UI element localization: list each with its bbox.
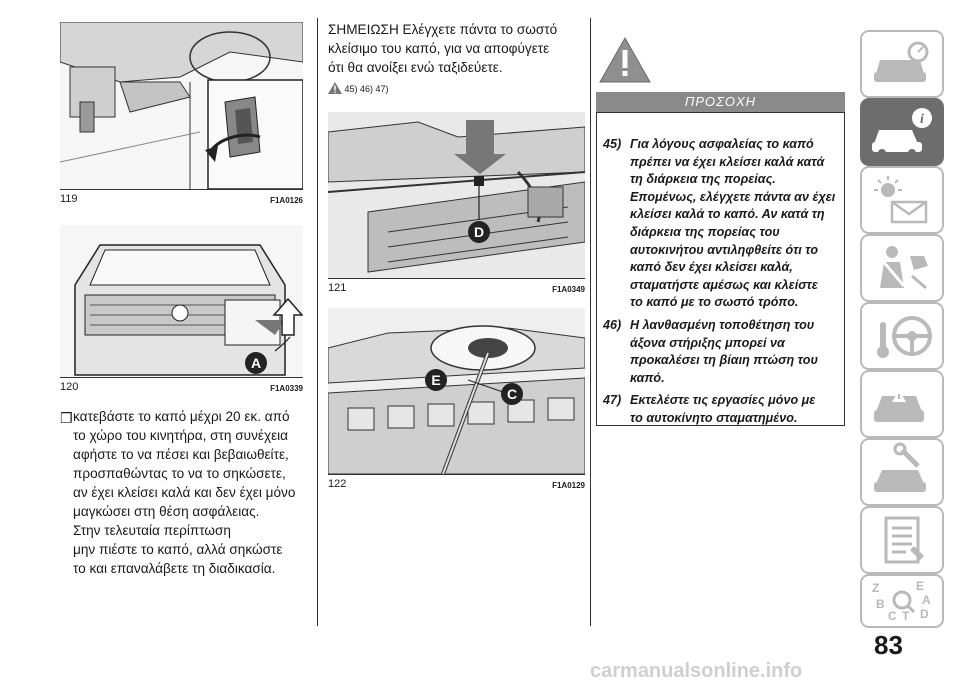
- instruction-line: μην πιέστε το καπό, αλλά σηκώστε: [73, 542, 283, 557]
- warning-line: άξονα στήριξης μπορεί να: [630, 335, 785, 350]
- warning-lights-icon: [862, 168, 942, 232]
- wrench-car-icon: [862, 440, 942, 504]
- tab-specifications[interactable]: [860, 506, 944, 574]
- figure-121: [328, 112, 585, 297]
- tab-index[interactable]: [860, 574, 944, 628]
- column-divider-left: [317, 18, 318, 626]
- figure-illustration: [60, 22, 303, 189]
- figure-120: [60, 225, 303, 395]
- callout-e: E: [431, 372, 441, 388]
- column-divider-right: [590, 18, 591, 626]
- figure-code: F1A0339: [270, 384, 303, 393]
- warning-title: ΠΡΟΣΟΧΗ: [596, 92, 845, 112]
- car-breakdown-icon: [862, 372, 942, 436]
- warning-item-label: 45): [603, 137, 622, 151]
- index-letter: B: [876, 597, 885, 611]
- instruction-line: αφήστε το να πέσει και βεβαιωθείτε,: [73, 447, 289, 462]
- figure-122: [328, 308, 585, 493]
- callout-c: C: [506, 386, 518, 402]
- page-number: 83: [874, 630, 903, 660]
- index-letter: T: [902, 609, 910, 623]
- warning-line: αυτοκινήτου αντιληφθείτε ότι το: [630, 242, 819, 257]
- instruction-line: το χώρο του κινητήρα, στη συνέχεια: [73, 428, 289, 443]
- seatbelt-icon: [862, 236, 942, 300]
- tab-dashboard[interactable]: [860, 30, 944, 98]
- note: [328, 20, 583, 77]
- car-info-icon: [862, 100, 942, 164]
- index-letters-icon: [862, 576, 942, 626]
- tab-emergency[interactable]: [860, 370, 944, 438]
- index-letter: Z: [872, 581, 880, 595]
- instruction-line: κατεβάστε το καπό μέχρι 20 εκ. από: [73, 409, 290, 424]
- warning-line: το αυτοκίνητο σταματημένο.: [630, 410, 798, 425]
- tab-safety[interactable]: [860, 234, 944, 302]
- index-letter: D: [920, 607, 929, 621]
- figure-number: 121: [328, 282, 347, 294]
- tab-warning-lights[interactable]: [860, 166, 944, 234]
- warning-line: πρέπει να έχει κλείσει καλά κατά: [630, 154, 825, 169]
- warning-line: τη διάρκεια της πορείας.: [630, 172, 776, 187]
- warning-item-label: 46): [603, 317, 622, 332]
- steering-wheel-icon: [862, 304, 942, 368]
- warning-line: Για λόγους ασφαλείας το καπό: [630, 137, 814, 151]
- figure-illustration: [60, 225, 303, 377]
- warning-item: [603, 392, 843, 427]
- figure-code: F1A0126: [270, 196, 303, 205]
- warning-triangle-icon: [328, 82, 342, 94]
- closing-instructions: [60, 407, 310, 578]
- warning-line: Εκτελέστε τις εργασίες μόνο με: [630, 393, 816, 408]
- warning-triangle-icon: [598, 36, 652, 84]
- instruction-line: αν έχει κλείσει καλά και δεν έχει μόνο: [73, 485, 296, 500]
- figure-number: 120: [60, 381, 79, 393]
- callout-d: D: [473, 224, 485, 240]
- index-letter: E: [916, 579, 925, 593]
- warning-items: [603, 136, 843, 433]
- warning-line: Η λανθασμένη τοποθέτηση του: [630, 317, 815, 332]
- warning-line: Επομένως, ελέγχετε πάντα αν έχει: [630, 189, 836, 204]
- figure-119: [60, 22, 303, 207]
- warning-line: κλείσει καλά το καπό. Αν κατά τη: [630, 207, 825, 222]
- figure-rule: [60, 189, 303, 190]
- warning-line: το καπό με το σωστό τρόπο.: [630, 295, 799, 310]
- reference-numbers: 45) 46) 47): [344, 84, 389, 94]
- figure-code: F1A0129: [552, 481, 585, 490]
- note-line: κλείσιμο του καπό, για να αποφύγετε: [328, 41, 550, 56]
- figure-rule: [328, 474, 585, 475]
- instruction-line: το και επαναλάβετε τη διαδικασία.: [73, 561, 276, 576]
- instruction-line: μαγκώσει στη θέση ασφάλειας.: [73, 504, 260, 519]
- tab-driving[interactable]: [860, 302, 944, 370]
- callout-a: A: [250, 355, 262, 371]
- instruction-line: προσπαθώντας το να το σηκώσετε,: [73, 466, 286, 481]
- warning-line: σταματήστε αμέσως και κλείστε: [630, 277, 818, 292]
- figure-illustration: [328, 112, 585, 278]
- figure-illustration: [328, 308, 585, 474]
- warning-item: [603, 136, 843, 312]
- tab-maintenance[interactable]: [860, 438, 944, 506]
- figure-rule: [60, 377, 303, 378]
- warning-item-label: 47): [603, 393, 622, 408]
- note-line: ΣΗΜΕΙΩΣΗ Ελέγχετε πάντα το σωστό: [328, 22, 558, 37]
- index-letter: C: [888, 609, 897, 623]
- index-letter: A: [922, 593, 931, 607]
- specs-sheet-icon: [862, 508, 942, 572]
- instruction-line: Στην τελευταία περίπτωση: [73, 523, 231, 538]
- warning-item: [603, 317, 843, 387]
- tab-car-info[interactable]: [860, 98, 944, 166]
- note-line: ότι θα ανοίξει ενώ ταξιδεύετε.: [328, 60, 503, 75]
- checkbox-icon: ❒: [60, 410, 73, 426]
- footer-watermark: carmanualsonline.info: [590, 660, 803, 682]
- car-dashboard-icon: [862, 32, 942, 96]
- figure-number: 122: [328, 478, 347, 490]
- svg-text:i: i: [920, 112, 924, 127]
- figure-code: F1A0349: [552, 285, 585, 294]
- figure-rule: [328, 278, 585, 279]
- figure-number: 119: [60, 193, 78, 205]
- warning-line: καπό δεν έχει κλείσει καλά,: [630, 260, 793, 275]
- warning-line: καπό.: [630, 370, 665, 385]
- warning-line: προκαλέσει τη βίαιη πτώση του: [630, 353, 818, 368]
- note-refs: [328, 82, 389, 96]
- warning-line: διάρκεια της πορείας του: [630, 224, 780, 239]
